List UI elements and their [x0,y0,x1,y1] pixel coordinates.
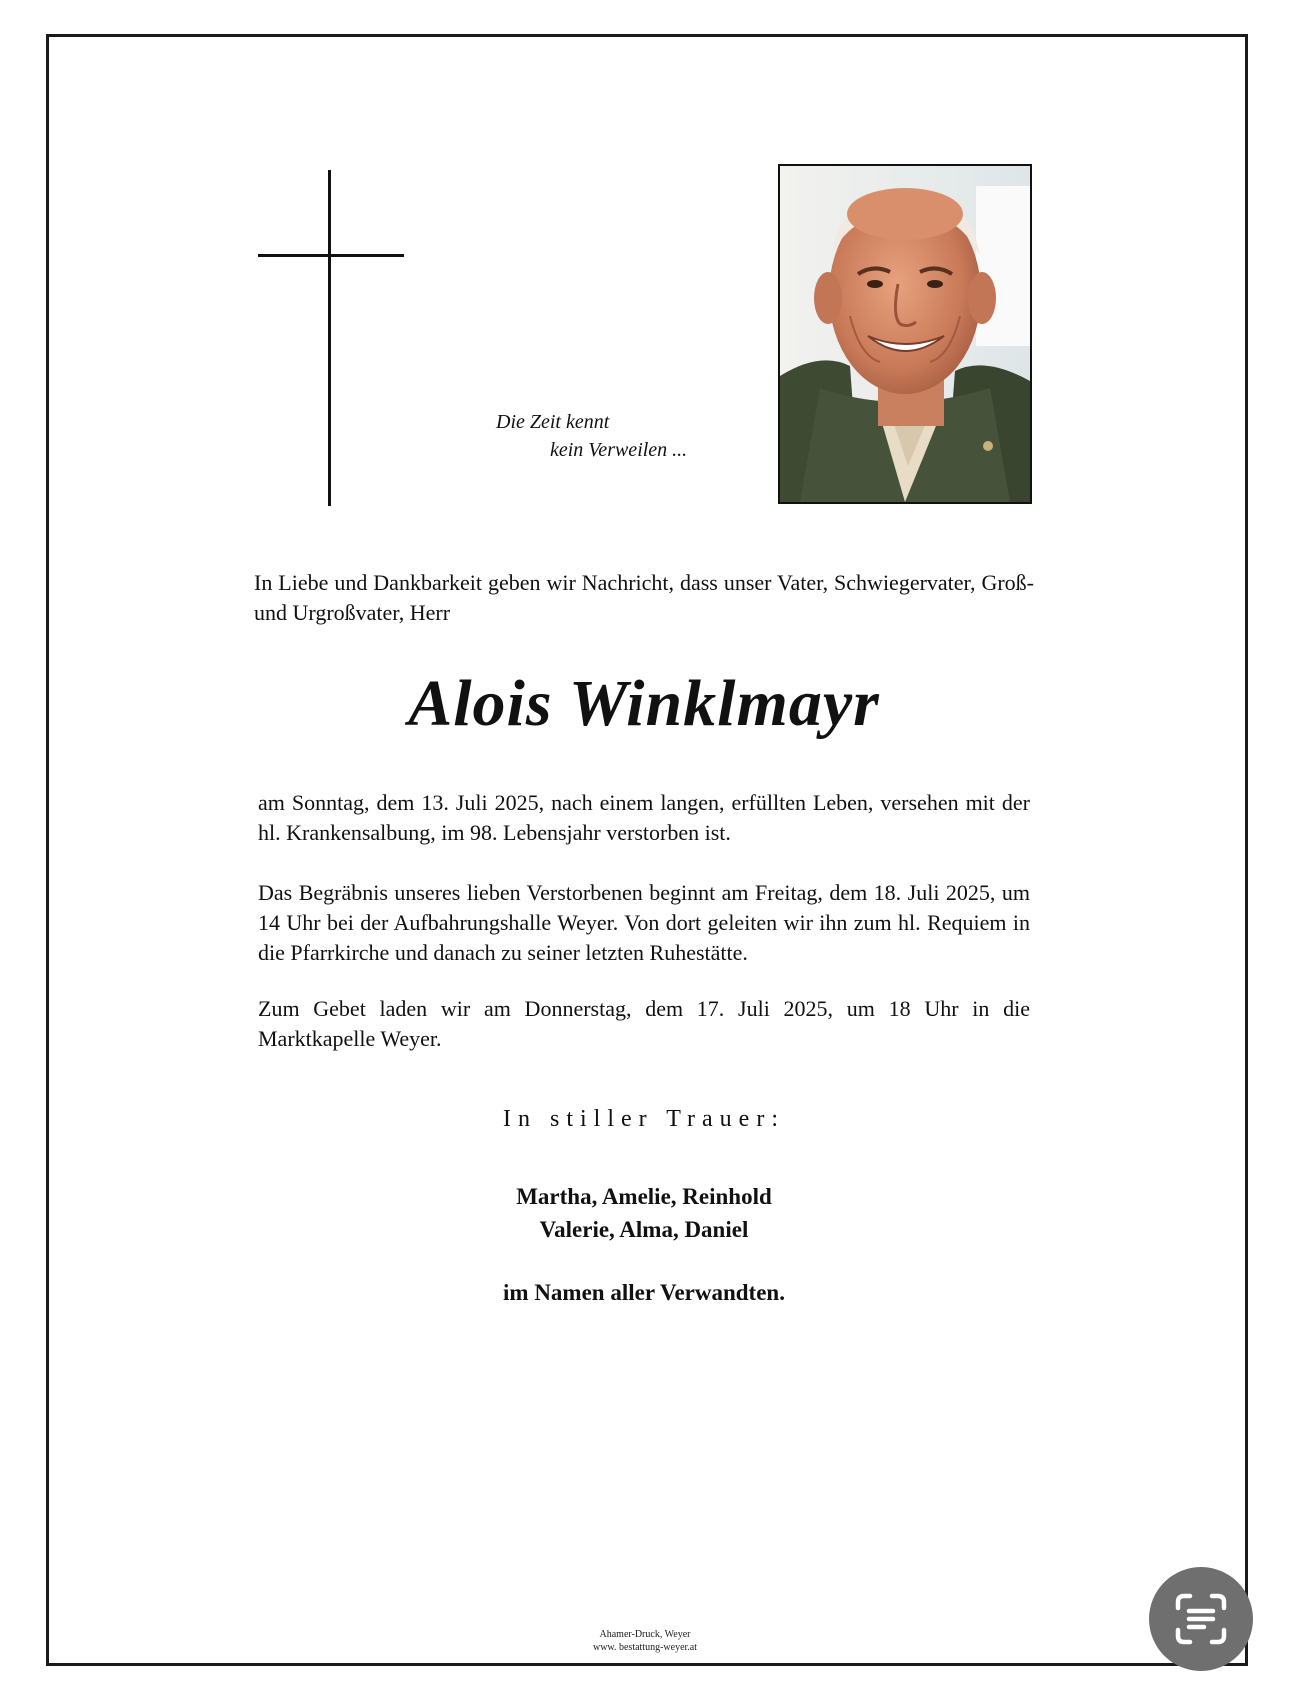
motto-line-1: Die Zeit kennt [496,411,610,433]
printer-imprint [540,1628,750,1654]
mourners-list [254,1180,1034,1246]
card-border [46,34,1248,1666]
deceased-name: Alois Winklmayr [408,667,880,740]
mourning-heading: In stiller Trauer: [503,1106,785,1132]
text-scan-icon [1172,1590,1230,1648]
cross-icon [258,170,404,506]
mourners-line-2: Valerie, Alma, Daniel [539,1217,749,1242]
printer-line-2: www. bestattung-weyer.at [592,1642,698,1653]
funeral-paragraph: Das Begräbnis unseres lieben Verstorbenen beginnt am Freitag, dem 18. Juli 2025, um 14 Uhr bei der Aufbahrungshalle Weyer. Von dort geleiten wir ihn zum hl. Requiem in die Pfarrkirche und danach zu seiner letzten Ruhestätte. [258,880,1030,965]
motto [496,408,687,464]
prayer-paragraph: Zum Gebet laden wir am Donnerstag, dem 17. Juli 2025, um 18 Uhr in die Marktkapelle Weyer. [258,996,1030,1051]
intro-text: In Liebe und Dankbarkeit geben wir Nachricht, dass unser Vater, Schwiegervater, Groß- und Urgroßvater, Herr [254,570,1034,625]
relatives-line: im Namen aller Verwandten. [503,1280,785,1305]
portrait-photo [778,164,1032,504]
mourners-line-1: Martha, Amelie, Reinhold [516,1184,772,1209]
text-scan-button[interactable] [1149,1567,1253,1671]
death-notice-paragraph: am Sonntag, dem 13. Juli 2025, nach einem langen, erfüllten Leben, versehen mit der hl. Krankensalbung, im 98. Lebensjahr verstorben ist. [258,790,1030,845]
motto-line-2: kein Verweilen ... [550,439,688,461]
printer-line-1: Ahamer-Druck, Weyer [599,1629,691,1640]
